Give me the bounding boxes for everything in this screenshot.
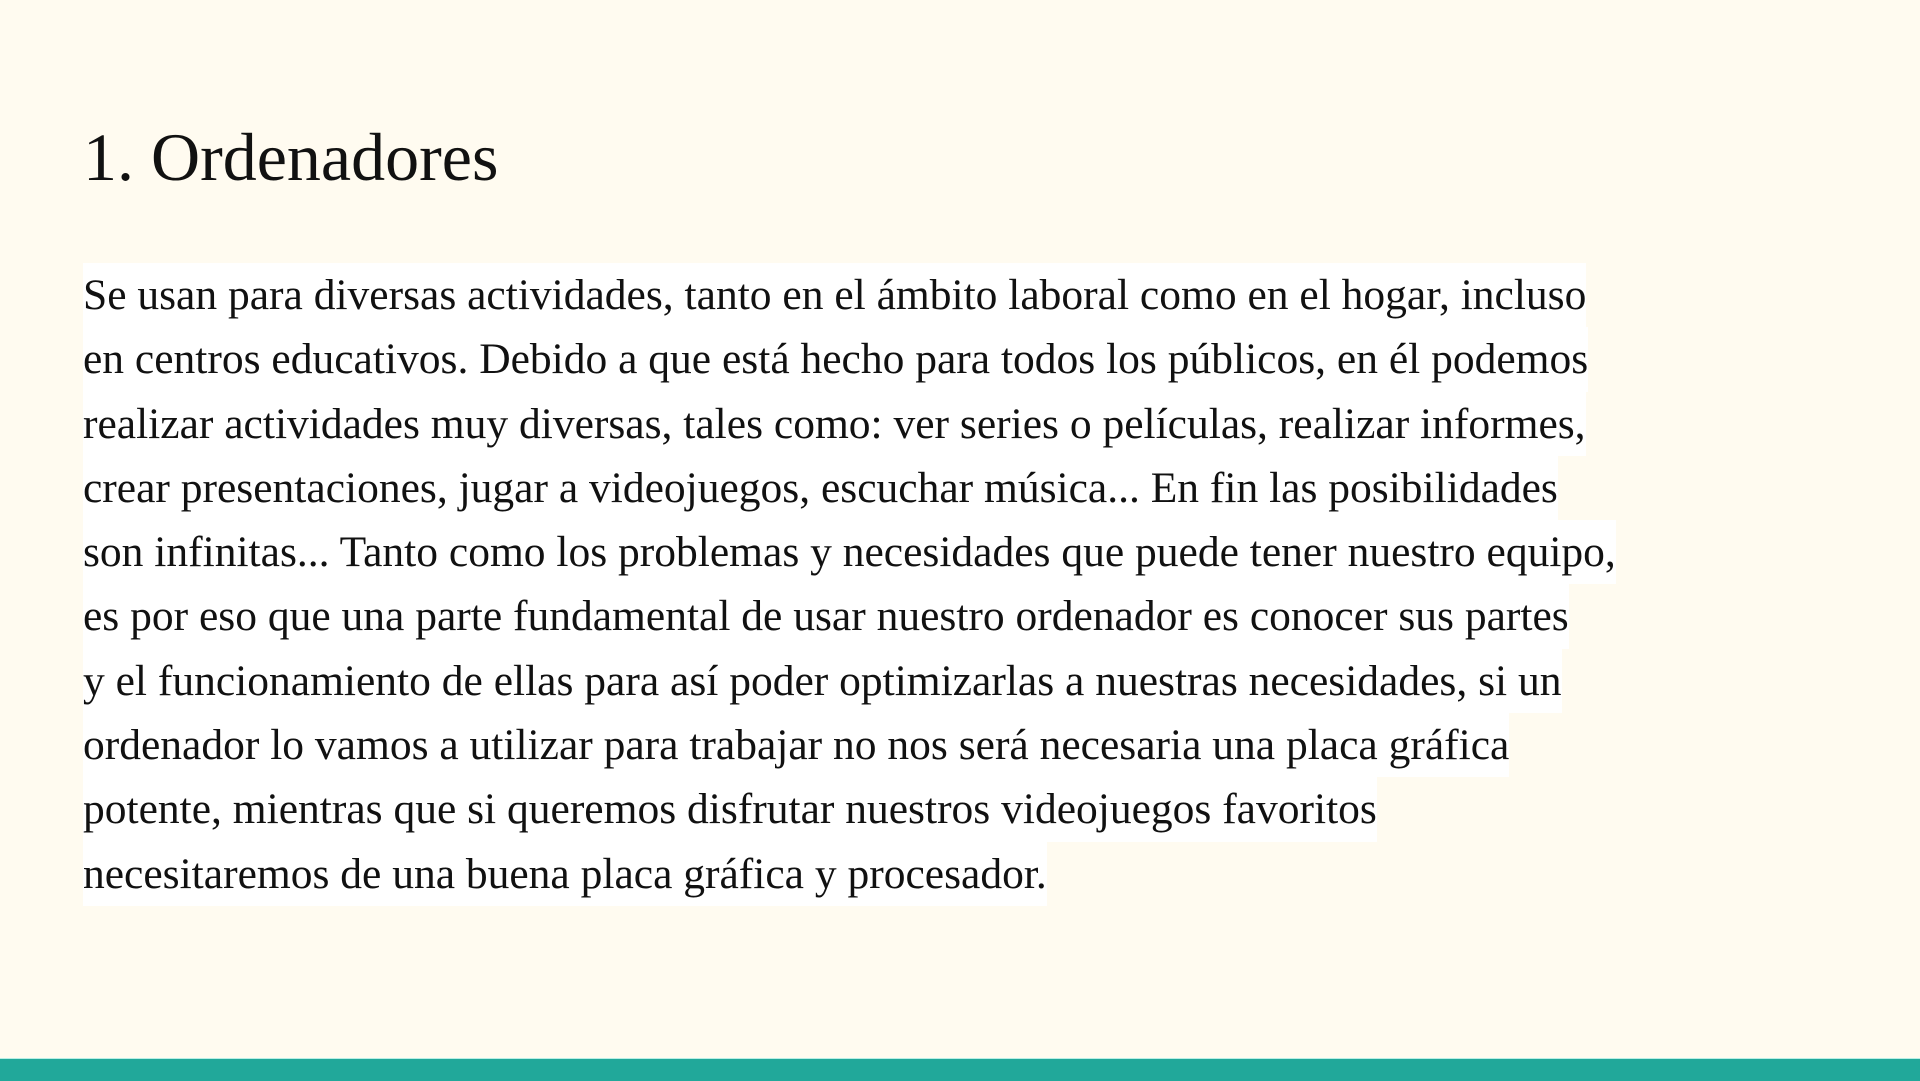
paragraph-line: Se usan para diversas actividades, tanto en el ámbito laboral como en el hogar, incluso: [83, 263, 1586, 327]
paragraph-line: son infinitas... Tanto como los problemas y necesidades que puede tener nuestro equipo,: [83, 520, 1616, 584]
paragraph-line: necesitaremos de una buena placa gráfica y procesador.: [83, 842, 1047, 906]
paragraph-line: es por eso que una parte fundamental de usar nuestro ordenador es conocer sus partes: [83, 584, 1569, 648]
paragraph-line: crear presentaciones, jugar a videojuegos, escuchar música... En fin las posibilidades: [83, 456, 1558, 520]
paragraph-line: en centros educativos. Debido a que está hecho para todos los públicos, en él podemos: [83, 327, 1588, 391]
bottom-accent-bar: [0, 1058, 1920, 1081]
paragraph-line: ordenador lo vamos a utilizar para trabajar no nos será necesaria una placa gráfica: [83, 713, 1509, 777]
paragraph-line: y el funcionamiento de ellas para así poder optimizarlas a nuestras necesidades, si un: [83, 649, 1562, 713]
slide-paragraph: [83, 263, 1616, 906]
slide-title: 1. Ordenadores: [83, 119, 499, 195]
paragraph-line: potente, mientras que si queremos disfrutar nuestros videojuegos favoritos: [83, 777, 1377, 841]
paragraph-line: realizar actividades muy diversas, tales como: ver series o películas, realizar informes,: [83, 392, 1586, 456]
